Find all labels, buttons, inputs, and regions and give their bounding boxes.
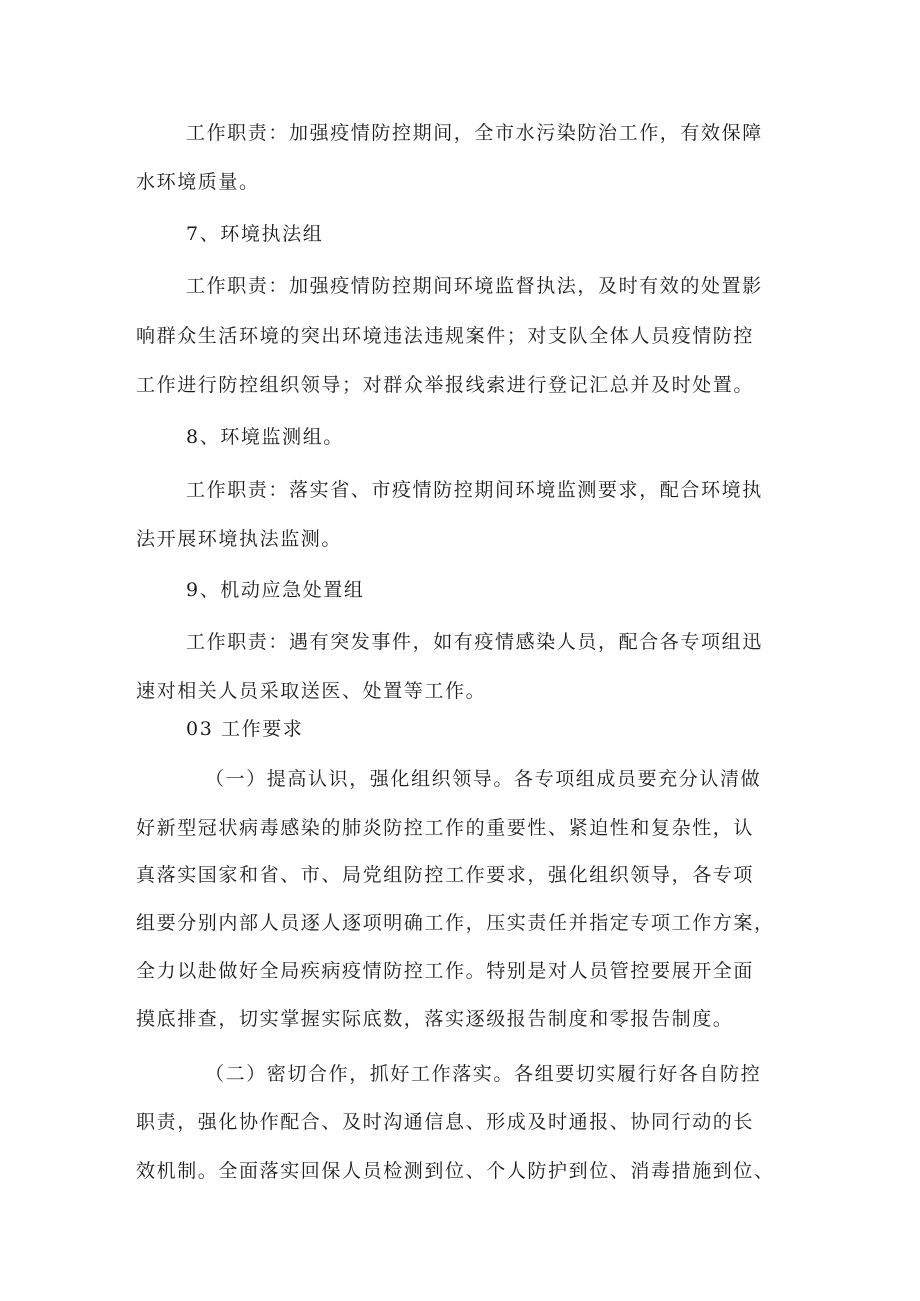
paragraph-line: （二）密切合作，抓好工作落实。各组要切实履行好各自防控 xyxy=(205,1063,762,1085)
section-heading: 03 工作要求 xyxy=(186,718,304,740)
paragraph-line: 职责，强化协作配合、及时沟通信息、形成及时通报、协同行动的长 xyxy=(136,1111,755,1133)
paragraph-line: 工作职责：加强疫情防控期间环境监督执法，及时有效的处置影 xyxy=(186,275,763,297)
paragraph-line: 工作进行防控组织领导；对群众举报线索进行登记汇总并及时处置。 xyxy=(136,374,755,396)
paragraph-line: 响群众生活环境的突出环境违法违规案件；对支队全体人员疫情防控 xyxy=(136,325,755,347)
paragraph-line: （一）提高认识，强化组织领导。各专项组成员要充分认清做 xyxy=(205,768,762,790)
paragraph-line: 速对相关人员采取送医、处置等工作。 xyxy=(136,680,487,702)
paragraph-line: 全力以赴做好全局疾病疫情防控工作。特别是对人员管控要展开全面 xyxy=(136,960,755,982)
paragraph-line: 好新型冠状病毒感染的肺炎防控工作的重要性、紧迫性和复杂性，认 xyxy=(136,817,755,839)
paragraph-line: 工作职责：落实省、市疫情防控期间环境监测要求，配合环境执 xyxy=(186,479,763,501)
section-heading: 9、机动应急处置组 xyxy=(186,579,365,601)
paragraph-line: 法开展环境执法监测。 xyxy=(136,528,343,550)
paragraph-line: 摸底排查，切实掌握实际底数，落实逐级报告制度和零报告制度。 xyxy=(136,1008,734,1030)
paragraph-line: 水环境质量。 xyxy=(136,171,260,193)
paragraph-line: 工作职责：遇有突发事件，如有疫情感染人员，配合各专项组迅 xyxy=(186,631,763,653)
paragraph-line: 组要分别内部人员逐人逐项明确工作，压实责任并指定专项工作方案， xyxy=(136,912,775,934)
paragraph-line: 工作职责：加强疫情防控期间，全市水污染防治工作，有效保障 xyxy=(186,122,763,144)
section-heading: 8、环境监测组。 xyxy=(186,426,344,448)
paragraph-line: 效机制。全面落实回保人员检测到位、个人防护到位、消毒措施到位、 xyxy=(136,1160,775,1182)
paragraph-line: 真落实国家和省、市、局党组防控工作要求，强化组织领导，各专项 xyxy=(136,864,755,886)
section-heading: 7、环境执法组 xyxy=(186,223,324,245)
